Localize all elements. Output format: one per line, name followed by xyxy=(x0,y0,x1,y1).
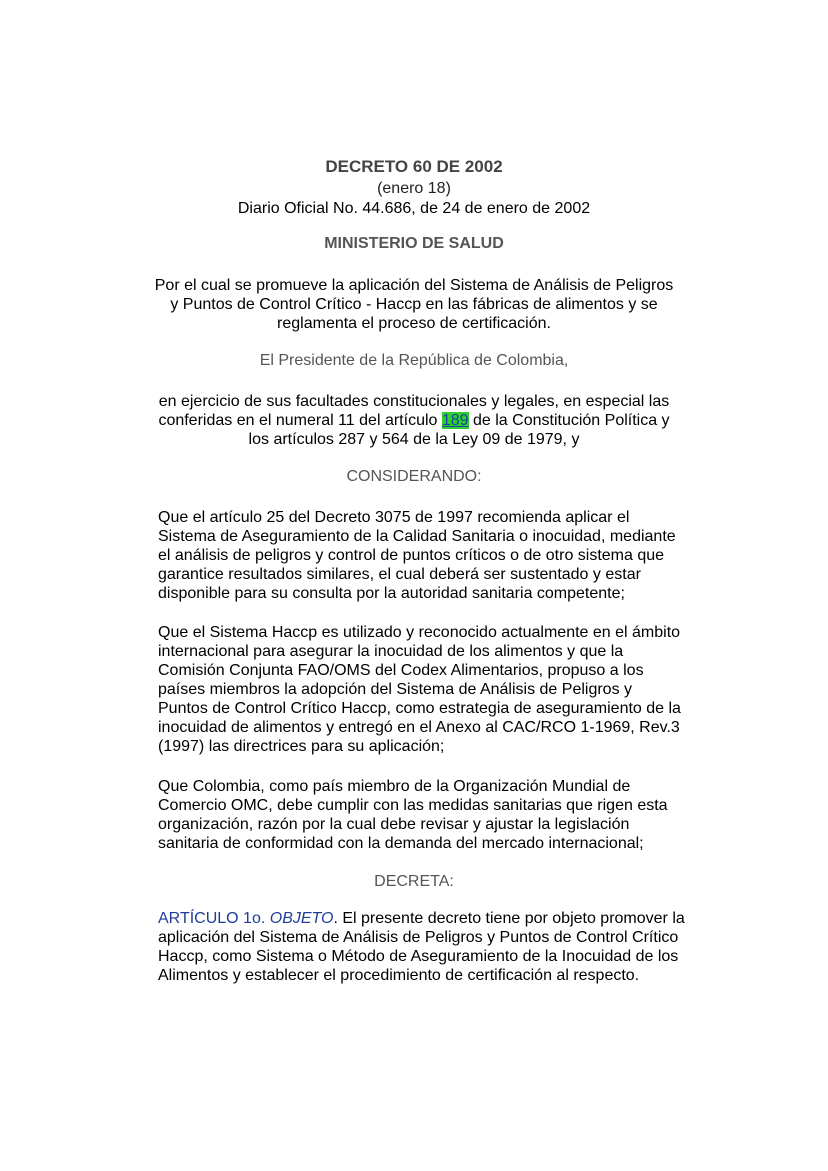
article-189-link[interactable]: 189 xyxy=(441,412,469,429)
paragraph-line: disponible para su consulta por la autoridad sanitaria competente; xyxy=(158,585,625,602)
considering-paragraph-3 xyxy=(158,777,710,853)
paragraph-line: internacional para asegurar la inocuidad de los alimentos y que la xyxy=(158,643,624,660)
article-line xyxy=(158,909,710,928)
article-1-objeto: OBJETO xyxy=(269,910,334,927)
decree-summary xyxy=(140,276,688,333)
president-line: El Presidente de la República de Colombia, xyxy=(259,352,569,369)
decree-date: (enero 18) xyxy=(377,180,451,197)
article-line: Alimentos y establecer el procedimiento de certificación al respecto. xyxy=(158,967,640,984)
paragraph-line: Puntos de Control Crítico Haccp, como estrategia de aseguramiento de la xyxy=(158,700,681,717)
summary-line: Por el cual se promueve la aplicación del Sistema de Análisis de Peligros xyxy=(154,277,674,294)
ministry-heading: MINISTERIO DE SALUD xyxy=(324,235,504,252)
paragraph-line: organización, razón por la cual debe revisar y ajustar la legislación xyxy=(158,816,630,833)
article-1-paragraph xyxy=(158,909,710,985)
paragraph-line: inocuidad de alimentos y entregó en el Anexo al CAC/RCO 1-1969, Rev.3 xyxy=(158,719,680,736)
exercise-line: en ejercicio de sus facultades constitucionales y legales, en especial las xyxy=(158,393,670,410)
article-1-label[interactable]: ARTÍCULO 1o. xyxy=(158,910,266,927)
exercise-text: de la Constitución Política y xyxy=(468,412,670,429)
exercise-text: conferidas en el numeral 11 del artículo xyxy=(158,412,442,429)
summary-line: y Puntos de Control Crítico - Haccp en las fábricas de alimentos y se xyxy=(170,296,658,313)
summary-line: reglamenta el proceso de certificación. xyxy=(277,315,551,332)
paragraph-line: Que Colombia, como país miembro de la Organización Mundial de xyxy=(158,778,631,795)
paragraph-line: Que el artículo 25 del Decreto 3075 de 1997 recomienda aplicar el xyxy=(158,509,630,526)
decreta-heading: DECRETA: xyxy=(374,873,454,890)
article-line: Haccp, como Sistema o Método de Aseguramiento de la Inocuidad de los xyxy=(158,948,679,965)
paragraph-line: garantice resultados similares, el cual deberá ser sustentado y estar xyxy=(158,566,641,583)
paragraph-line: Sistema de Aseguramiento de la Calidad Sanitaria o inocuidad, mediante xyxy=(158,528,676,545)
article-text: . El presente decreto tiene por objeto promover la xyxy=(333,910,685,927)
paragraph-line: países miembros la adopción del Sistema de Análisis de Peligros y xyxy=(158,681,633,698)
paragraph-line: el análisis de peligros y control de puntos críticos o de otro sistema que xyxy=(158,547,665,564)
article-line: aplicación del Sistema de Análisis de Peligros y Puntos de Control Crítico xyxy=(158,929,679,946)
diario-oficial-line: Diario Oficial No. 44.686, de 24 de enero de 2002 xyxy=(237,200,591,217)
decree-title: DECRETO 60 DE 2002 xyxy=(325,157,503,176)
considering-paragraph-2 xyxy=(158,623,710,756)
paragraph-line: Que el Sistema Haccp es utilizado y reconocido actualmente en el ámbito xyxy=(158,624,681,641)
paragraph-line: Comisión Conjunta FAO/OMS del Codex Alimentarios, propuso a los xyxy=(158,662,644,679)
considerando-heading: CONSIDERANDO: xyxy=(346,468,482,485)
exercise-clause xyxy=(140,392,688,449)
exercise-line xyxy=(140,411,688,430)
considering-paragraph-1 xyxy=(158,508,710,603)
paragraph-line: Comercio OMC, debe cumplir con las medidas sanitarias que rigen esta xyxy=(158,797,668,814)
paragraph-line: sanitaria de conformidad con la demanda del mercado internacional; xyxy=(158,835,644,852)
paragraph-line: (1997) las directrices para su aplicación; xyxy=(158,738,445,755)
exercise-line: los artículos 287 y 564 de la Ley 09 de 1979, y xyxy=(248,431,580,448)
